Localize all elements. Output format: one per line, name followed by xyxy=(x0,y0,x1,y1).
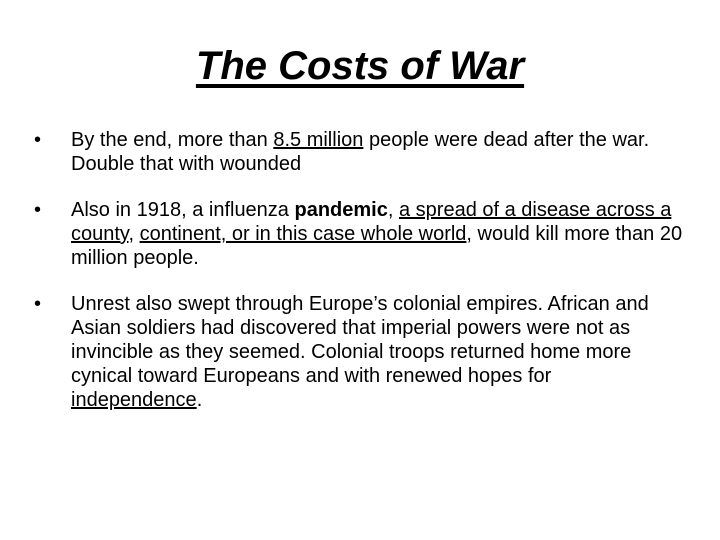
text-run: people were dead after the war. Double that with wounded xyxy=(71,129,650,175)
underlined-definition: a spread of a disease across a county xyxy=(71,199,672,245)
bullet-marker: • xyxy=(34,199,42,221)
text-run: By the end, more than xyxy=(71,129,274,151)
text-run: , xyxy=(387,199,399,221)
bullet-marker: • xyxy=(34,129,42,151)
text-run: Also in 1918, a influenza xyxy=(71,199,295,221)
slide-title: The Costs of War xyxy=(195,44,525,88)
bullet-marker: • xyxy=(34,293,42,315)
text-run: Unrest also swept through Europe’s colonial empires. African and Asian soldiers had discovered that imperial powers were not as invincible as they seemed. Colonial troops returned home more cynical toward Europeans and with renewed hopes for xyxy=(71,293,649,387)
bullet-item xyxy=(34,128,684,176)
text-run: , would kill more than 20 million people. xyxy=(71,223,683,269)
underlined-definition: continent, or in this case whole world xyxy=(139,223,467,245)
bullet-text xyxy=(71,293,649,411)
underlined-term: 8.5 million xyxy=(273,129,364,151)
bullet-text xyxy=(71,199,682,269)
underlined-term: independence xyxy=(71,389,197,411)
bullet-list xyxy=(34,128,684,434)
bullet-text xyxy=(71,129,649,175)
bullet-item xyxy=(34,292,684,412)
bullet-item xyxy=(34,198,684,270)
text-run: , xyxy=(128,223,140,245)
bold-term: pandemic xyxy=(294,199,388,221)
text-run: . xyxy=(196,389,203,411)
